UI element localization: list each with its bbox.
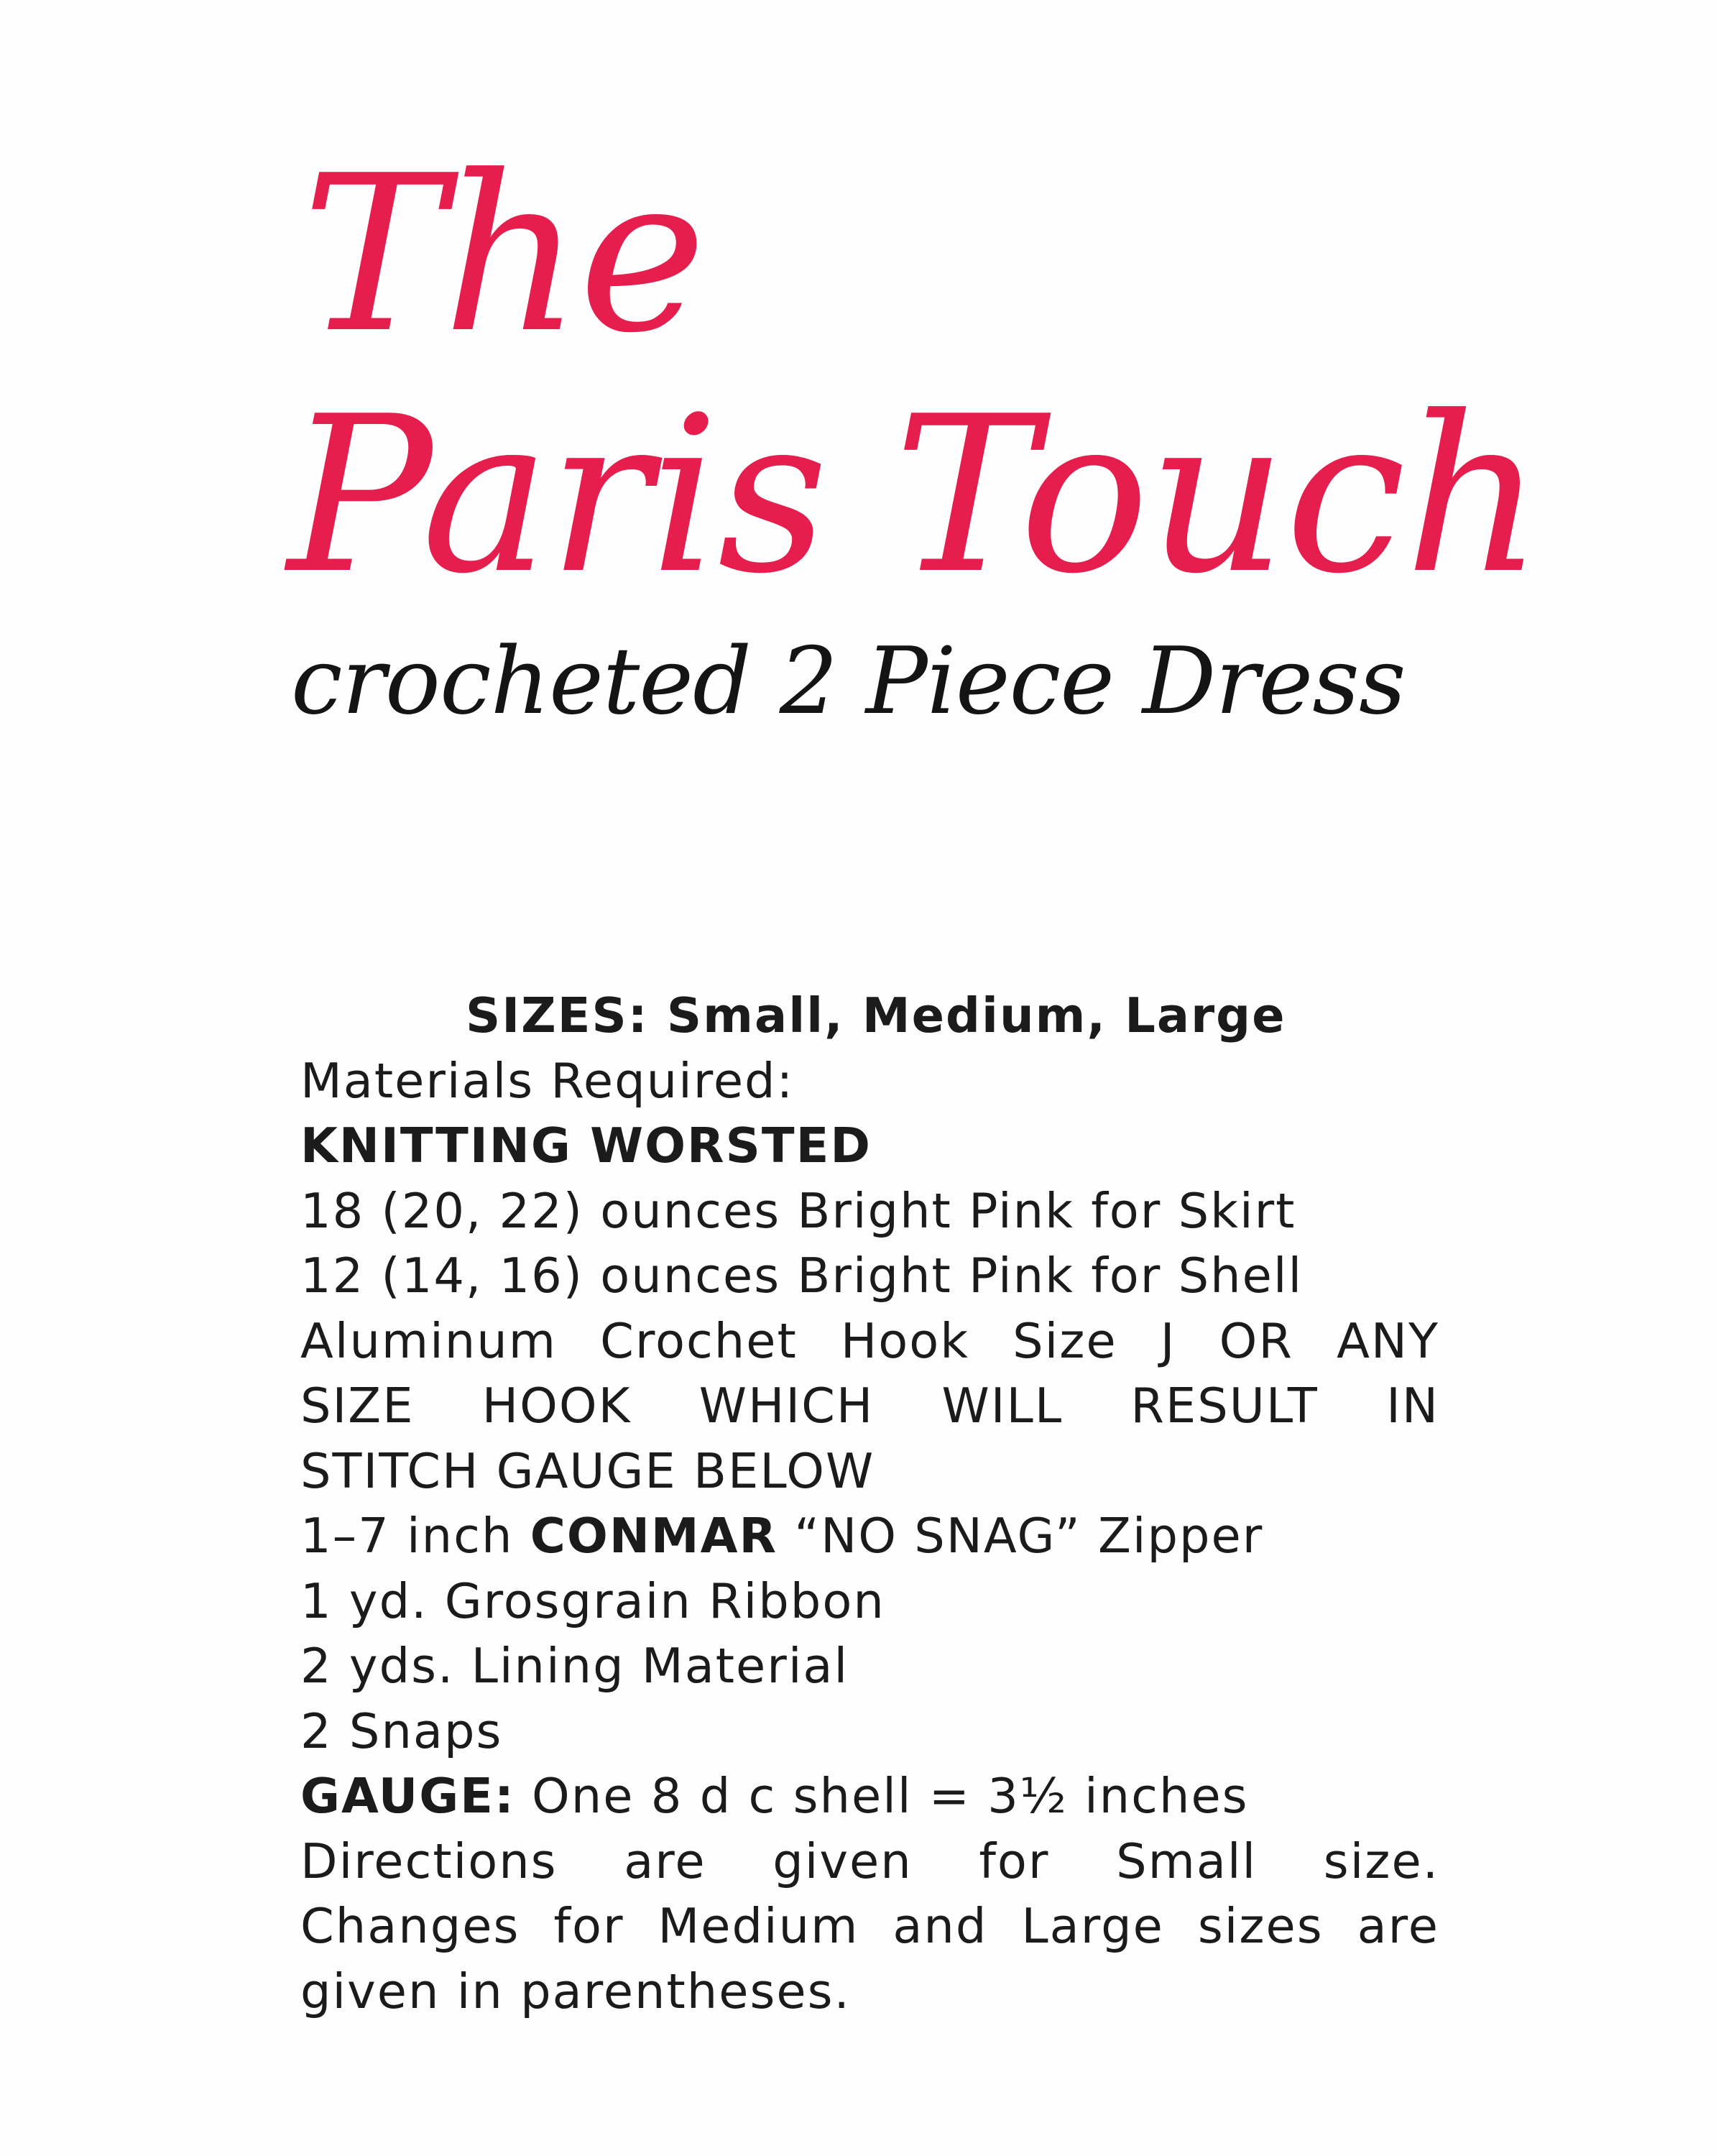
sizes-line <box>300 983 1439 1049</box>
gauge-label: GAUGE: <box>300 1768 515 1824</box>
directions-word: Medium <box>658 1898 859 1954</box>
sizes-label: SIZES: <box>466 987 649 1044</box>
directions-word: sizes <box>1197 1898 1324 1954</box>
hook-word: Hook <box>840 1312 970 1369</box>
materials-heading: Materials Required: <box>300 1052 795 1109</box>
hook-word: ANY <box>1337 1312 1439 1369</box>
directions-line-1 <box>300 1829 1439 1894</box>
directions-word: for <box>979 1833 1050 1889</box>
hook-word: HOOK <box>481 1378 632 1434</box>
gauge-line <box>300 1764 1439 1829</box>
directions-word: Large <box>1021 1898 1164 1954</box>
zipper-suffix: “NO SNAG” Zipper <box>778 1508 1264 1564</box>
yarn-heading: KNITTING WORSTED <box>300 1118 872 1174</box>
lining-item: 2 yds. Lining Material <box>300 1638 849 1694</box>
hook-line-2 <box>300 1373 1439 1439</box>
directions-word: Directions <box>300 1833 558 1889</box>
directions-word: and <box>892 1898 988 1954</box>
gauge-value: One 8 d c shell = 3½ inches <box>515 1768 1249 1824</box>
hook-word: Aluminum <box>300 1312 557 1369</box>
directions-word: are <box>1357 1898 1439 1954</box>
hook-word: OR <box>1219 1312 1293 1369</box>
directions-word: Small <box>1116 1833 1258 1889</box>
hook-word: WHICH <box>698 1378 875 1434</box>
directions-line-2 <box>300 1894 1439 1959</box>
yarn-item-shell: 12 (14, 16) ounces Bright Pink for Shell <box>300 1248 1304 1304</box>
hook-word: Size <box>1012 1312 1117 1369</box>
hook-word: J <box>1160 1312 1176 1369</box>
hook-line-1 <box>300 1309 1439 1374</box>
zipper-brand: CONMAR <box>530 1508 778 1564</box>
directions-word: are <box>624 1833 706 1889</box>
title-line-2: Paris Touch <box>287 370 1542 621</box>
directions-word: size. <box>1323 1833 1439 1889</box>
hook-line-3: STITCH GAUGE BELOW <box>300 1442 875 1499</box>
directions-line-3: given in parentheses. <box>300 1963 851 2019</box>
snaps-item: 2 Snaps <box>300 1703 503 1759</box>
pattern-details <box>300 983 1439 2024</box>
sizes-value: Small, Medium, Large <box>666 987 1286 1044</box>
yarn-item-skirt: 18 (20, 22) ounces Bright Pink for Skirt <box>300 1182 1296 1239</box>
hook-word: Crochet <box>600 1312 798 1369</box>
hook-word: SIZE <box>300 1378 415 1434</box>
subtitle: crocheted 2 Piece Dress <box>291 628 1406 735</box>
zipper-line <box>300 1503 1439 1569</box>
title-line-1: The <box>302 129 704 380</box>
directions-word: given <box>772 1833 913 1889</box>
hook-word: RESULT <box>1130 1378 1319 1434</box>
directions-word: Changes <box>300 1898 520 1954</box>
hook-word: IN <box>1386 1378 1439 1434</box>
directions-word: for <box>553 1898 624 1954</box>
ribbon-item: 1 yd. Grosgrain Ribbon <box>300 1572 885 1629</box>
zipper-prefix: 1–7 inch <box>300 1508 530 1564</box>
hook-word: WILL <box>941 1378 1064 1434</box>
